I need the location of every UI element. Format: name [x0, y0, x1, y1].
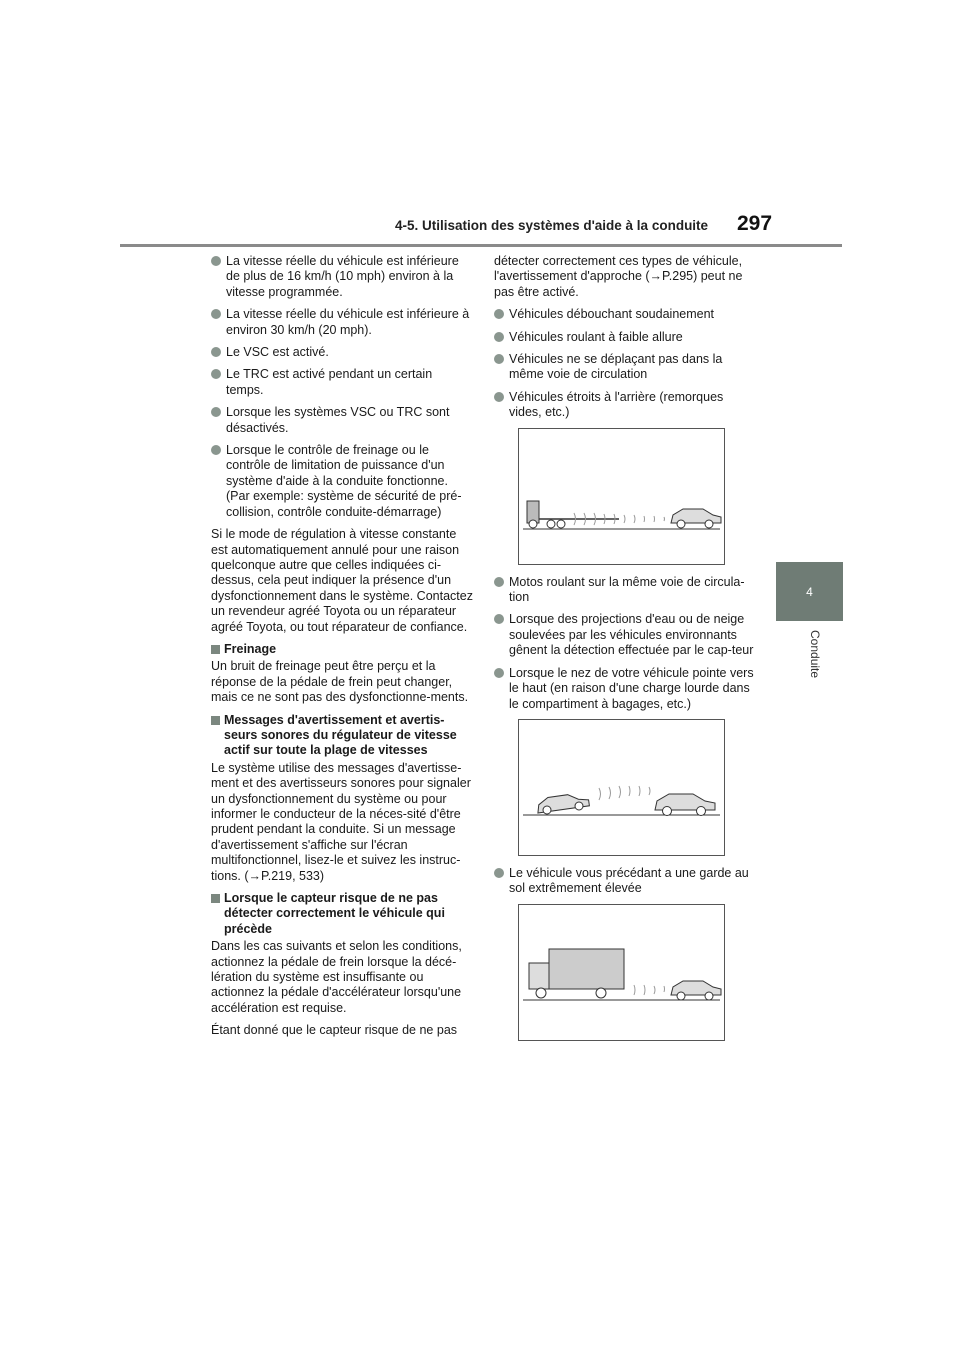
list-item: Lorsque les systèmes VSC ou TRC sont désactivés. [211, 405, 473, 436]
list-item: Le VSC est activé. [211, 345, 473, 360]
header-rule [120, 244, 842, 247]
section-square-icon [211, 716, 220, 725]
list-item: La vitesse réelle du véhicule est inférieure de plus de 16 km/h (10 mph) environ à la vitesse programmée. [211, 254, 473, 300]
list-item: Lorsque le nez de votre véhicule pointe vers le haut (en raison d'une charge lourde dans le compartiment à bagages, etc.) [494, 666, 756, 712]
list-item: La vitesse réelle du véhicule est inférieure à environ 30 km/h (20 mph). [211, 307, 473, 338]
page-number: 297 [737, 212, 773, 235]
list-item: Lorsque des projections d'eau ou de neige soulevées par les véhicules environnants gênent la détection effectuée par le cap-teur [494, 612, 756, 658]
list-item: Le TRC est activé pendant un certain temps. [211, 367, 473, 398]
paragraph: Dans les cas suivants et selon les conditions, actionnez la pédale de frein lorsque la décé-lération du système est insuffisante ou actionnez la pédale d'accélérateur lorsqu'une accélération est requise. [211, 939, 462, 1015]
bullet-dot-icon [211, 309, 221, 319]
section-square-icon [211, 645, 220, 654]
list-item: Lorsque le contrôle de freinage ou le contrôle de limitation de puissance d'un système d'aide à la conduite fonctionne. (Par exemple: système de sécurité de pré-collision, contrôle conduite-démarrage) [211, 443, 473, 520]
list-item: Véhicules débouchant soudainement [494, 307, 756, 322]
illustration-trailer [518, 428, 725, 565]
bullet-dot-icon [494, 668, 504, 678]
list-item: Motos roulant sur la même voie de circula-tion [494, 575, 756, 606]
illustration-nose-up [518, 719, 725, 856]
bullet-dot-icon [494, 577, 504, 587]
section-title: 4-5. Utilisation des systèmes d'aide à la conduite [395, 218, 709, 233]
paragraph: détecter correctement ces types de véhicule, l'avertissement d'approche (→P.295) peut ne pas être activé. [494, 254, 743, 299]
chapter-label: Conduite [808, 630, 822, 679]
bullet-dot-icon [211, 407, 221, 417]
list-item: Le véhicule vous précédant a une garde au sol extrêmement élevée [494, 866, 756, 897]
chapter-tab [776, 562, 843, 621]
bullet-dot-icon [211, 347, 221, 357]
list-item: Véhicules ne se déplaçant pas dans la même voie de circulation [494, 352, 756, 383]
section-heading: Messages d'avertissement et avertis-seurs sonores du régulateur de vitesse actif sur toute la plage de vitesses [211, 713, 473, 759]
paragraph: Un bruit de freinage peut être perçu et la réponse de la pédale de frein peut changer, mais ce ne sont pas des dysfonctionne-ments. [211, 659, 469, 705]
paragraph: Le système utilise des messages d'avertisse-ment et des avertisseurs sonores pour signaler un dysfonctionnement du système ou pour informer le conducteur de la néces-sité d'être prudent pendant la conduite. Si un message d'avertissement s'affiche sur l'écran multifonctionnel, lisez-le et suivez les instruc-tions. (→P.219, 533) [211, 760, 471, 883]
bullet-dot-icon [211, 256, 221, 266]
list-item: Véhicules roulant à faible allure [494, 330, 756, 345]
section-heading: Freinage [211, 642, 473, 657]
paragraph: Étant donné que le capteur risque de ne pas [211, 1023, 458, 1038]
bullet-dot-icon [494, 868, 504, 878]
bullet-dot-icon [211, 445, 221, 455]
nose-up-illustration-icon [519, 720, 724, 855]
bullet-dot-icon [494, 332, 504, 342]
bullet-dot-icon [494, 354, 504, 364]
list-item: Véhicules étroits à l'arrière (remorques vides, etc.) [494, 390, 756, 421]
section-heading: Lorsque le capteur risque de ne pas détecter correctement le véhicule qui précède [211, 891, 473, 937]
bullet-dot-icon [494, 392, 504, 402]
paragraph: Si le mode de régulation à vitesse constante est automatiquement annulé pour une raison quelconque autre que celles indiquées ci-dessus, cela peut indiquer la présence d'un dysfonctionnement dans le système. Contactez un revendeur agréé Toyota ou un réparateur agréé Toyota, ou tout réparateur de confiance. [211, 527, 473, 634]
bullet-dot-icon [494, 309, 504, 319]
trailer-illustration-icon [519, 429, 724, 564]
left-column [211, 254, 473, 1039]
right-column [494, 254, 756, 1051]
bullet-dot-icon [211, 369, 221, 379]
illustration-high-clearance [518, 904, 725, 1041]
section-square-icon [211, 894, 220, 903]
chapter-number: 4 [806, 584, 813, 599]
truck-illustration-icon [519, 905, 724, 1040]
bullet-dot-icon [494, 614, 504, 624]
